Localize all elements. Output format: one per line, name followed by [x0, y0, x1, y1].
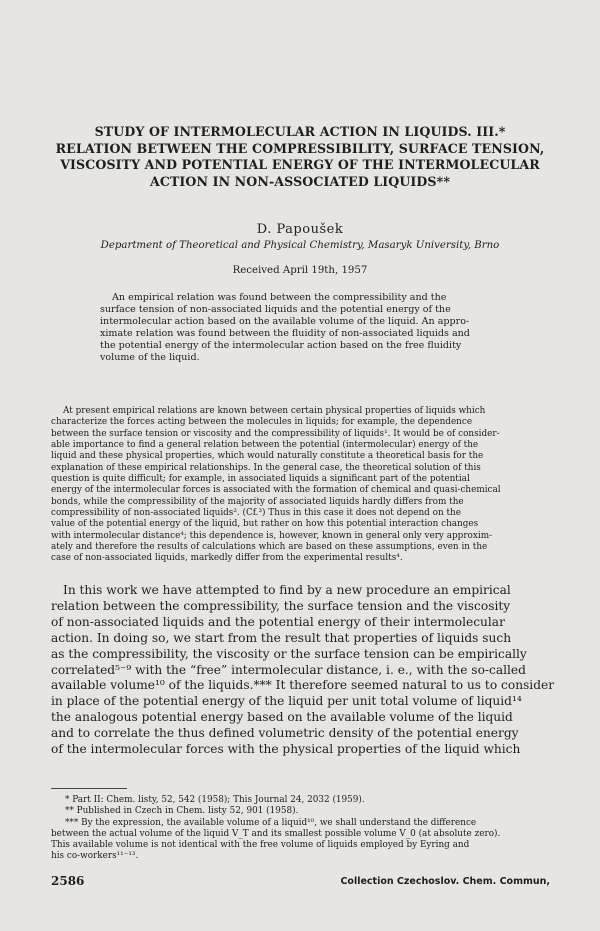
body-line: able importance to find a general relation between the potential (intermolecular) energy of the: [51, 440, 479, 451]
title-line: ACTION IN NON-ASSOCIATED LIQUIDS**: [149, 173, 451, 189]
body-line: case of non-associated liquids, markedly differ from the experimental results⁴.: [51, 553, 403, 564]
body-line: energy of the intermolecular forces is associated with the formation of chemical and quasi-chemical: [51, 485, 501, 496]
received-date: Received April 19th, 1957: [232, 265, 368, 276]
body-line: ately and therefore the results of calculations which are based on these assumptions, even in the: [51, 542, 488, 553]
body-line: and to correlate the thus defined volumetric density of the potential energy: [51, 726, 519, 741]
footnote-line: ** Published in Czech in Chem. listy 52, 901 (1958).: [65, 806, 299, 817]
body-line: correlated⁵⁻⁹ with the “free” intermolecular distance, i. e., with the so-called: [51, 662, 526, 677]
body-line: the analogous potential energy based on the available volume of the liquid: [51, 710, 513, 725]
abstract-line: intermolecular action based on the available volume of the liquid. An appro-: [100, 316, 470, 327]
body-line: compressibility of non-associated liquids². (Cf.³) Thus in this case it does not depend on the: [51, 508, 461, 519]
body-line: bonds, while the compressibility of the majority of associated liquids hardly differs from the: [51, 496, 464, 507]
body-line: explanation of these empirical relationships. In the general case, the theoretical solution of this: [51, 462, 481, 473]
paper-title: [50, 124, 550, 190]
abstract-line: surface tension of non-associated liquids and the potential energy of the: [100, 304, 451, 315]
footnotes: [51, 795, 551, 863]
body-line: with intermolecular distance⁴; this dependence is, however, known in general only very approxim-: [51, 530, 493, 541]
footnote-line: between the actual volume of the liquid V_T and its smallest possible volume V_0 (at absolute zero).: [51, 828, 501, 839]
body-line: available volume¹⁰ of the liquids.*** It therefore seemed natural to us to consider: [51, 678, 555, 693]
body-line: At present empirical relations are known between certain physical properties of liquids which: [63, 406, 486, 416]
body-line: In this work we have attempted to find by a new procedure an empirical: [63, 583, 511, 597]
body-line: liquid and these physical properties, which would naturally constitute a theoretical basis for the: [51, 451, 484, 462]
body-line: in place of the potential energy of the liquid per unit total volume of liquid¹⁴: [51, 694, 522, 709]
body-line: question is quite difficult; for example, in associated liquids a significant part of the potential: [51, 474, 470, 485]
body-line: as the compressibility, the viscosity or the surface tension can be empirically: [51, 646, 527, 661]
body-line: between the surface tension or viscosity and the compressibility of liquids¹. It would be of consider-: [51, 428, 500, 439]
abstract-line: An empirical relation was found between the compressibility and the: [112, 292, 447, 303]
body-line: relation between the compressibility, the surface tension and the viscosity: [51, 598, 511, 613]
abstract: [100, 292, 520, 364]
abstract-line: ximate relation was found between the fluidity of non-associated liquids and: [100, 328, 470, 339]
footnote-line: This available volume is not identical with the free volume of liquids employed by Eyring and: [51, 840, 470, 851]
title-line: RELATION BETWEEN THE COMPRESSIBILITY, SURFACE TENSION,: [55, 140, 545, 156]
abstract-line: the potential energy of the intermolecular action based on the free fluidity: [100, 340, 462, 351]
main-paragraph: [51, 583, 555, 758]
title-line: STUDY OF INTERMOLECULAR ACTION IN LIQUIDS. III.*: [94, 124, 506, 139]
footnote-line: his co-workers¹¹⁻¹³.: [51, 851, 139, 862]
footnote-line: * Part II: Chem. listy, 52, 542 (1958); This Journal 24, 2032 (1959).: [65, 795, 365, 805]
body-line: of the intermolecular forces with the physical properties of the liquid which: [51, 742, 521, 757]
body-line: action. In doing so, we start from the result that properties of liquids such: [51, 630, 512, 645]
abstract-line: volume of the liquid.: [100, 352, 200, 363]
footnote-divider: [51, 788, 127, 789]
journal-name: Collection Czechoslov. Chem. Commun,: [340, 876, 550, 887]
intro-paragraph: [51, 406, 551, 565]
body-line: of non-associated liquids and the potential energy of their intermolecular: [51, 614, 505, 629]
body-line: characterize the forces acting between the molecules in liquids; for example, the dependence: [51, 417, 473, 428]
author: D. Papoušek: [256, 222, 344, 237]
footnote-line: *** By the expression, the available volume of a liquid¹⁰, we shall understand the difference: [65, 817, 477, 828]
page-number: 2586: [51, 874, 85, 888]
title-line: VISCOSITY AND POTENTIAL ENERGY OF THE INTERMOLECULAR: [60, 157, 540, 172]
body-line: value of the potential energy of the liquid, but rather on how this potential interaction changes: [51, 519, 479, 530]
affiliation: Department of Theoretical and Physical Chemistry, Masaryk University, Brno: [100, 240, 500, 251]
